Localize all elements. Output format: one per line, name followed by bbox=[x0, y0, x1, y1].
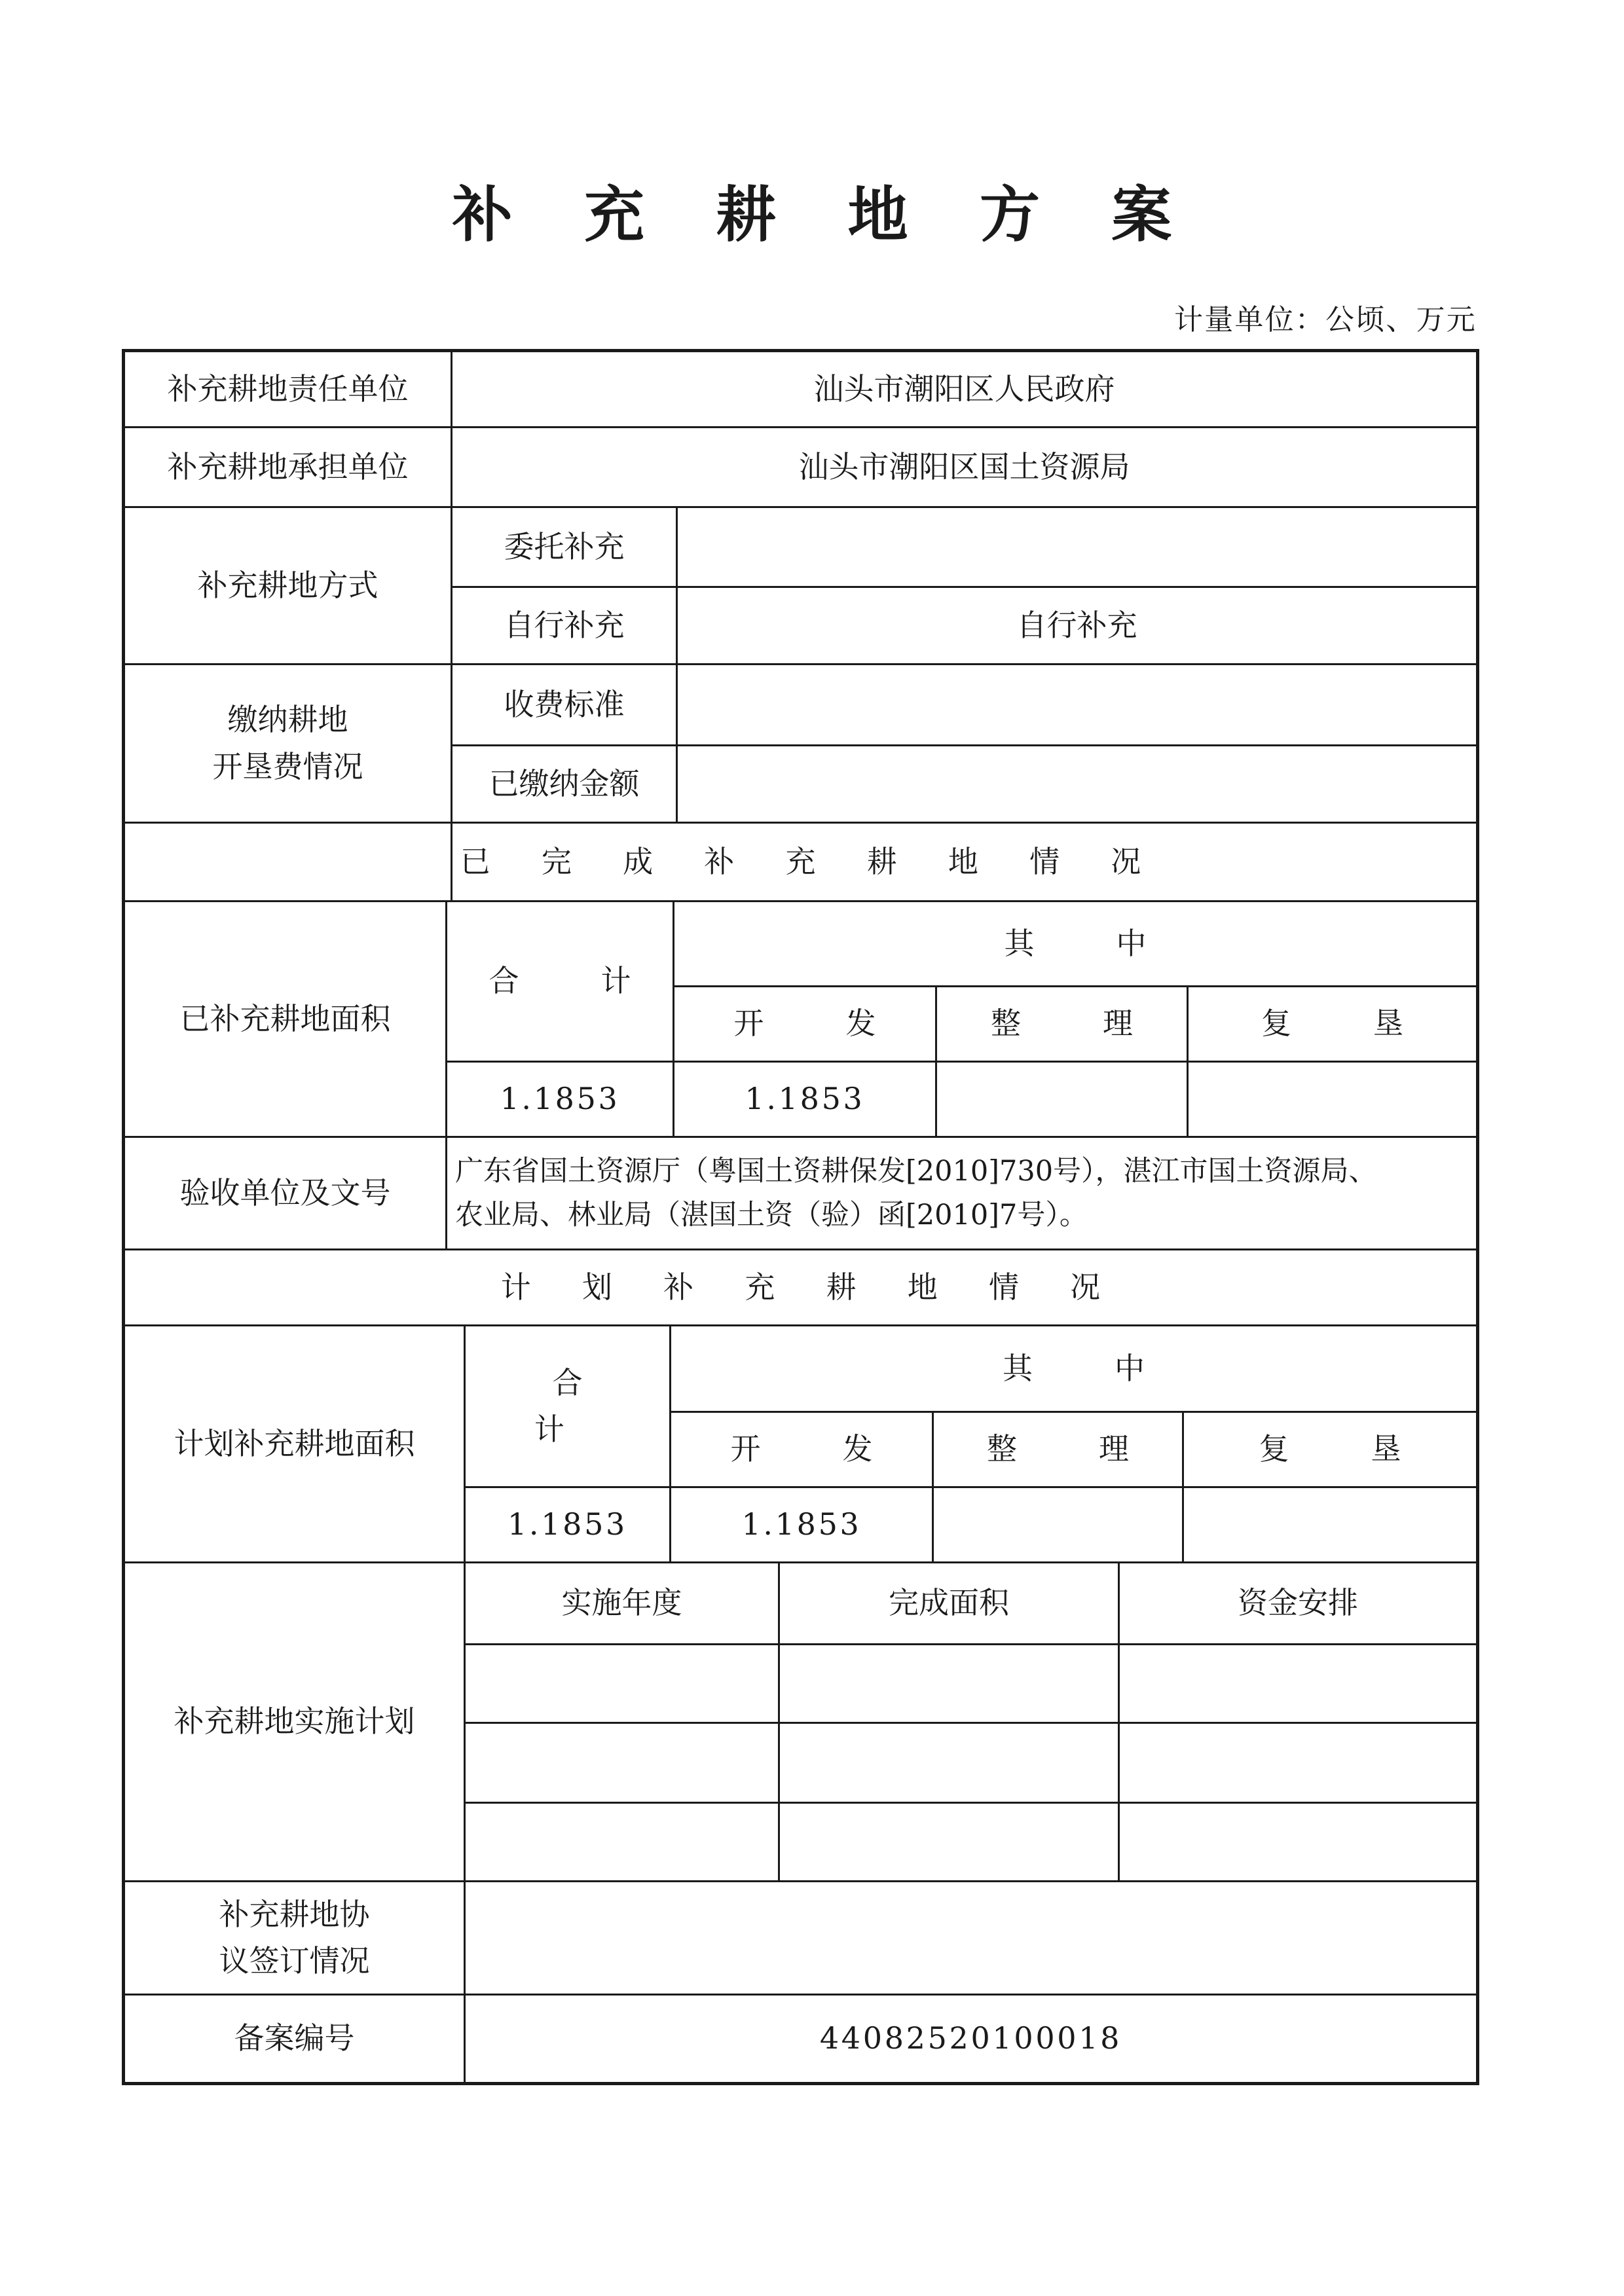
measurement-unit: 计量单位：公顷、万元 bbox=[1174, 303, 1477, 337]
implementation-area-header: 完成面积 bbox=[889, 1585, 1009, 1621]
planned-among-label: 其 中 bbox=[1002, 1350, 1181, 1386]
implementation-row3-fund bbox=[1120, 1804, 1476, 1880]
method-label: 补充耕地方式 bbox=[197, 567, 378, 603]
planned-develop-label: 开 发 bbox=[730, 1431, 909, 1467]
implementation-row2-fund bbox=[1120, 1724, 1476, 1802]
self-label: 自行补充 bbox=[504, 607, 625, 643]
completed-arrange-value bbox=[937, 1063, 1187, 1136]
completed-develop-value: 1.1853 bbox=[745, 1081, 865, 1117]
implementation-row1-area bbox=[780, 1645, 1118, 1722]
completed-section-heading: 已完成补充耕地情况 bbox=[460, 843, 1192, 879]
completed-area-label: 已补充耕地面积 bbox=[179, 1000, 391, 1036]
record-number-label: 备案编号 bbox=[234, 2020, 355, 2056]
completed-arrange-label: 整 理 bbox=[990, 1006, 1170, 1042]
completed-reclaim-value bbox=[1189, 1063, 1476, 1136]
implementation-fund-header: 资金安排 bbox=[1238, 1585, 1358, 1621]
acceptance-value bbox=[447, 1138, 1476, 1248]
completed-total-value: 1.1853 bbox=[500, 1081, 620, 1117]
undertaking-unit-label: 补充耕地承担单位 bbox=[167, 448, 409, 484]
implementation-year-header: 实施年度 bbox=[561, 1585, 682, 1621]
fee-label-line2: 开垦费情况 bbox=[212, 748, 363, 784]
acceptance-line1: 广东省国土资源厅（粤国土资耕保发[2010]730号），湛江市国土资源局、 bbox=[455, 1154, 1377, 1188]
fee-standard-label: 收费标准 bbox=[504, 686, 625, 722]
completed-total-label: 合 计 bbox=[489, 963, 667, 999]
fee-label bbox=[125, 665, 451, 822]
responsible-unit-label: 补充耕地责任单位 bbox=[167, 371, 409, 407]
planned-reclaim-label: 复 垦 bbox=[1259, 1431, 1437, 1467]
implementation-row1-year bbox=[466, 1645, 778, 1722]
agreement-label-line2: 议签订情况 bbox=[219, 1943, 370, 1978]
planned-reclaim-value bbox=[1184, 1488, 1476, 1561]
fee-label-line1: 缴纳耕地 bbox=[227, 702, 348, 738]
responsible-unit-value: 汕头市潮阳区人民政府 bbox=[813, 371, 1115, 407]
implementation-row2-area bbox=[780, 1724, 1118, 1802]
page-title: 补 充 耕 地 方 案 bbox=[452, 179, 1197, 250]
planned-develop-value: 1.1853 bbox=[741, 1506, 862, 1542]
planned-total-value: 1.1853 bbox=[507, 1506, 628, 1542]
record-number-value: 44082520100018 bbox=[819, 2020, 1122, 2056]
entrusted-value bbox=[678, 508, 1476, 586]
agreement-label bbox=[125, 1882, 464, 1994]
completed-reclaim-label: 复 垦 bbox=[1261, 1006, 1440, 1042]
implementation-label: 补充耕地实施计划 bbox=[174, 1704, 415, 1740]
planned-area-label: 计划补充耕地面积 bbox=[174, 1425, 415, 1461]
planned-total-label: 合 计 bbox=[534, 1364, 619, 1447]
acceptance-line2: 农业局、林业局（湛国土资（验）函[2010]7号）。 bbox=[455, 1198, 1088, 1231]
agreement-label-line1: 补充耕地协 bbox=[219, 1896, 370, 1932]
implementation-row2-year bbox=[466, 1724, 778, 1802]
implementation-row3-area bbox=[780, 1804, 1118, 1880]
acceptance-label: 验收单位及文号 bbox=[179, 1175, 391, 1211]
implementation-row1-fund bbox=[1120, 1645, 1476, 1722]
implementation-row3-year bbox=[466, 1804, 778, 1880]
fee-paid-label: 已缴纳金额 bbox=[489, 765, 640, 801]
fee-paid-value bbox=[678, 746, 1476, 822]
entrusted-label: 委托补充 bbox=[504, 528, 625, 564]
planned-arrange-label: 整 理 bbox=[986, 1431, 1166, 1467]
agreement-value bbox=[466, 1882, 1476, 1994]
fee-standard-value bbox=[678, 665, 1476, 744]
undertaking-unit-value: 汕头市潮阳区国土资源局 bbox=[798, 448, 1130, 484]
completed-develop-label: 开 发 bbox=[733, 1006, 912, 1042]
planned-section-heading: 计划补充耕地情况 bbox=[500, 1269, 1152, 1305]
planned-arrange-value bbox=[934, 1488, 1182, 1561]
completed-among-label: 其 中 bbox=[1004, 925, 1183, 961]
self-value: 自行补充 bbox=[1016, 607, 1137, 643]
